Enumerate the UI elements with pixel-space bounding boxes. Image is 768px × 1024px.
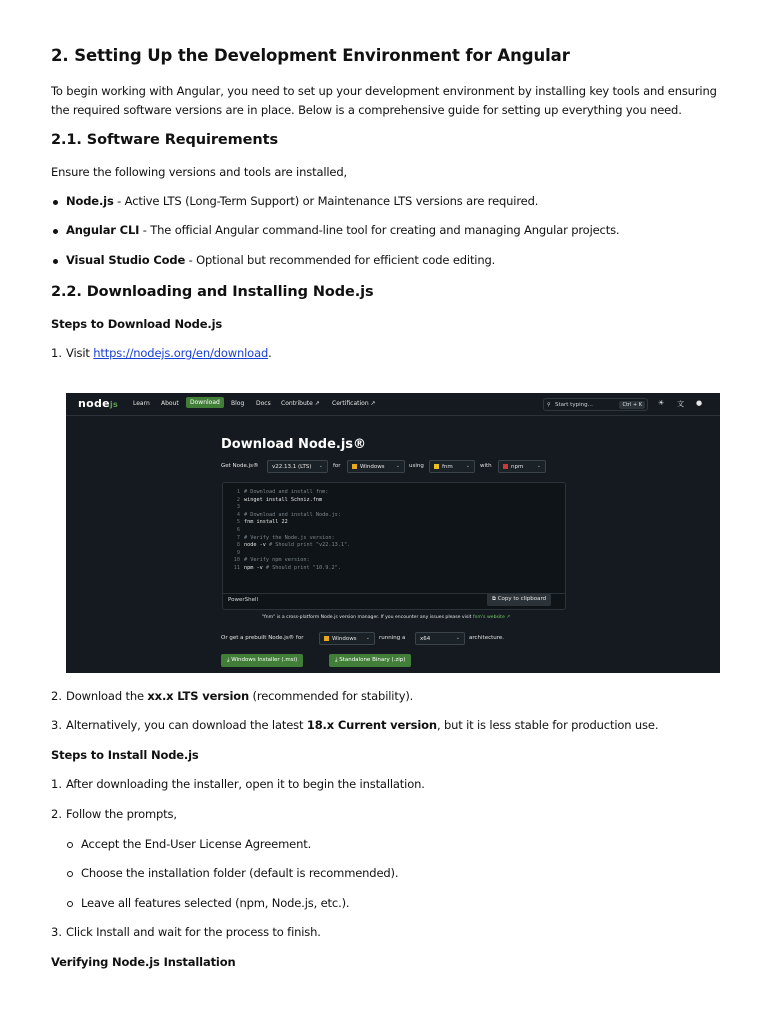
code-line [230, 565, 341, 571]
line-number: 10 [233, 557, 240, 564]
nodejs-download-screenshot [66, 393, 720, 673]
fnm-website-link[interactable]: fnm's website ↗ [472, 615, 511, 620]
step-visit-suffix: . [268, 346, 272, 360]
requirements-lead: Ensure the following versions and tools are installed, [51, 165, 348, 179]
windows-icon [324, 636, 329, 641]
step-visit-prefix: Visit [66, 346, 94, 360]
version-value: v22.13.1 (LTS) [272, 464, 312, 470]
step2-bold: xx.x LTS version [147, 689, 250, 703]
bullet-dot [53, 200, 58, 205]
step-number: 3. [51, 925, 62, 939]
term: Angular CLI [66, 223, 140, 237]
code-comment: # Download and install fnm: [244, 489, 329, 495]
arch-select[interactable] [415, 632, 465, 645]
line-number: 7 [236, 534, 240, 541]
code-comment: # Verify the Node.js version: [244, 534, 335, 541]
theme-toggle-icon[interactable]: ☀ [658, 399, 665, 407]
code-line [230, 512, 341, 518]
standalone-binary-button[interactable] [329, 654, 411, 667]
copy-icon: ⧉ [492, 596, 498, 602]
page-heading: 2. Setting Up the Development Environment for Angular [51, 46, 570, 65]
section-2-2-title: 2.2. Downloading and Installing Node.js [51, 284, 374, 300]
requirement-item-vscode [66, 253, 495, 267]
line-number: 8 [236, 542, 240, 549]
term: Node.js [66, 194, 114, 208]
desc: - Optional but recommended for efficient code editing. [185, 253, 496, 267]
nav-docs[interactable]: Docs [256, 400, 271, 407]
search-shortcut: Ctrl + K [619, 401, 645, 409]
code-comment: # Download and install Node.js: [244, 511, 341, 518]
npm-icon [503, 464, 508, 469]
term: Visual Studio Code [66, 253, 186, 267]
sub-bullet [67, 842, 73, 848]
code-line [230, 557, 310, 563]
desc: - The official Angular command-line tool for creating and managing Angular projects. [139, 223, 620, 237]
code-comment: # Verify npm version: [244, 557, 310, 564]
step-number: 3. [51, 718, 62, 732]
language-icon[interactable]: 文 [677, 400, 684, 408]
os-select[interactable] [347, 460, 405, 473]
sub-bullet [67, 871, 73, 877]
bullet-dot [53, 229, 58, 234]
code-comment: # Should print "10.9.2". [262, 565, 341, 571]
nav-about[interactable]: About [161, 400, 179, 407]
line-number: 3 [236, 504, 240, 511]
step-number: 1. [51, 777, 62, 791]
section-2-1-title: 2.1. Software Requirements [51, 132, 278, 148]
code-line [230, 527, 244, 533]
desc: - Active LTS (Long-Term Support) or Maintenance LTS versions are required. [113, 194, 539, 208]
windows-icon [352, 464, 357, 469]
sub-step-features: Leave all features selected (npm, Node.js, etc.). [81, 896, 350, 910]
logo-text: node [78, 397, 110, 410]
fnm-icon [434, 464, 439, 469]
using-label: using [409, 463, 424, 469]
line-number: 11 [233, 565, 240, 571]
code-text: fnm install 22 [244, 519, 288, 526]
bullet-dot [53, 259, 58, 264]
intro-paragraph: To begin working with Angular, you need to set up your development environment by installing key tools and ensuring the required software versions are in place. Below is a comprehensive guide for setting up everything you need. [51, 84, 717, 117]
shell-label: PowerShell [228, 597, 259, 603]
architecture-label: architecture. [469, 635, 505, 641]
install-step-3: Click Install and wait for the process to finish. [66, 925, 321, 939]
code-line [230, 542, 350, 548]
step2-post: (recommended for stability). [249, 689, 414, 703]
code-line [230, 550, 244, 556]
line-number: 6 [236, 527, 240, 533]
nodejs-logo [78, 397, 118, 410]
copy-label: Copy to clipboard [497, 596, 547, 602]
nav-certification[interactable]: Certification ↗ [332, 400, 376, 407]
step-download-current [66, 718, 658, 732]
chevron-down-icon: ⌄ [318, 463, 323, 469]
note-text: "fnm" is a cross-platform Node.js version manager. If you encounter any issues please visit [262, 615, 473, 620]
manager-value: fnm [442, 464, 453, 470]
requirement-item-angular-cli [66, 223, 619, 237]
package-manager-select[interactable] [498, 460, 546, 473]
logo-suffix: js [109, 400, 119, 409]
step-number: 2. [51, 689, 62, 703]
step3-post: , but it is less stable for production use. [436, 718, 659, 732]
step-visit [66, 346, 272, 360]
code-line [230, 489, 328, 495]
code-text: node -v [244, 542, 266, 549]
sub-bullet [67, 901, 73, 907]
line-number: 4 [236, 511, 240, 518]
search-icon: ⚲ [547, 402, 551, 408]
pkg-value: npm [511, 464, 524, 470]
installer-label: Windows Installer (.msi) [231, 657, 298, 663]
install-code-block [222, 482, 566, 610]
code-line [230, 519, 288, 525]
fnm-note [262, 615, 510, 620]
step2-pre: Download the [66, 689, 148, 703]
nav-download[interactable]: Download [186, 397, 224, 408]
chevron-down-icon: ⌄ [365, 635, 370, 641]
verify-title: Verifying Node.js Installation [51, 955, 236, 969]
site-search[interactable] [543, 398, 648, 411]
binary-label: Standalone Binary (.zip) [339, 657, 406, 663]
sub-step-folder: Choose the installation folder (default is recommended). [81, 866, 399, 880]
line-number: 9 [236, 549, 240, 556]
install-step-2: Follow the prompts, [66, 807, 177, 821]
chevron-down-icon: ⌄ [465, 463, 470, 469]
for-label: for [333, 463, 341, 469]
code-text: npm -v [244, 565, 263, 571]
prebuilt-os-select[interactable] [319, 632, 375, 645]
copy-to-clipboard-button[interactable] [487, 593, 551, 606]
prebuilt-os-value: Windows [332, 636, 357, 642]
github-icon[interactable]: ● [696, 399, 703, 407]
get-label: Get Node.js® [221, 463, 259, 469]
line-number: 5 [236, 519, 240, 526]
site-navbar [66, 393, 720, 416]
download-title: Download Node.js® [221, 437, 367, 452]
version-select[interactable] [267, 460, 328, 473]
download-icon: ⤓ [227, 657, 232, 663]
download-icon: ⤓ [335, 657, 340, 663]
install-step-1: After downloading the installer, open it to begin the installation. [66, 777, 425, 791]
line-number: 1 [236, 489, 240, 495]
manager-select[interactable] [429, 460, 475, 473]
step-download-lts [66, 689, 413, 703]
requirement-item-nodejs [66, 194, 538, 208]
running-label: running a [379, 635, 406, 641]
code-text: winget install Schniz.fnm [244, 496, 323, 503]
line-number: 2 [236, 496, 240, 503]
nav-contribute[interactable]: Contribute ↗ [281, 400, 320, 407]
nav-blog[interactable]: Blog [231, 400, 245, 407]
os-value: Windows [360, 464, 385, 470]
chevron-down-icon: ⌄ [536, 463, 541, 469]
step-number: 2. [51, 807, 62, 821]
nodejs-download-link[interactable]: https://nodejs.org/en/download [93, 346, 269, 360]
nav-learn[interactable]: Learn [133, 400, 150, 407]
search-placeholder: Start typing... [555, 402, 593, 408]
sub-step-eula: Accept the End-User License Agreement. [81, 837, 312, 851]
code-line [230, 535, 335, 541]
with-label: with [480, 463, 492, 469]
arch-value: x64 [420, 636, 431, 642]
code-line [230, 504, 244, 510]
windows-installer-button[interactable] [221, 654, 303, 667]
prebuilt-label: Or get a prebuilt Node.js® for [221, 635, 304, 641]
step3-bold: 18.x Current version [306, 718, 437, 732]
code-comment: # Should print "v22.13.1". [265, 542, 351, 549]
step3-pre: Alternatively, you can download the latest [66, 718, 307, 732]
code-line [230, 497, 322, 503]
steps-install-title: Steps to Install Node.js [51, 748, 199, 762]
chevron-down-icon: ⌄ [455, 635, 460, 641]
steps-download-title: Steps to Download Node.js [51, 317, 223, 331]
step-number: 1. [51, 346, 62, 360]
chevron-down-icon: ⌄ [395, 463, 400, 469]
